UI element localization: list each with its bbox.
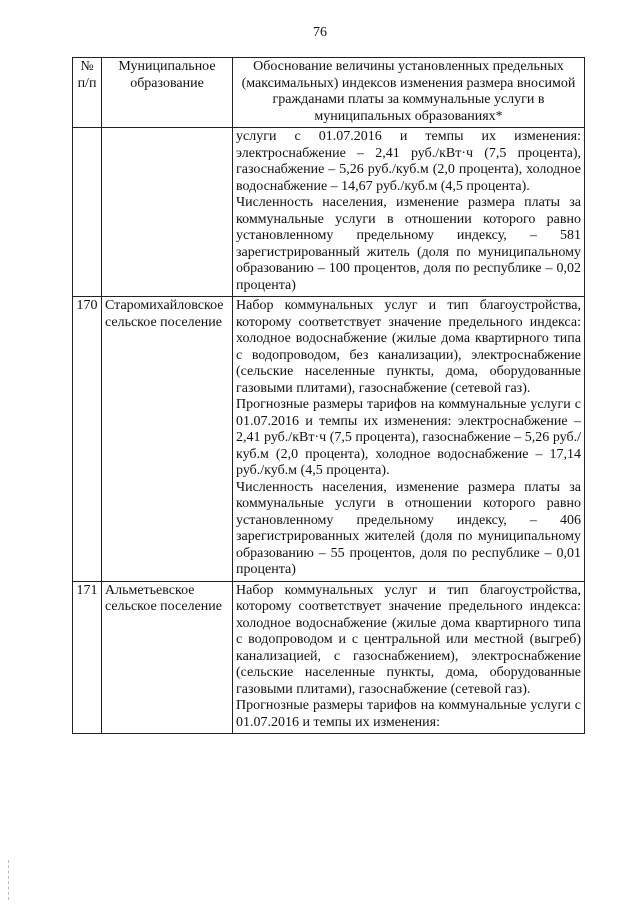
justification-paragraph: услуги с 01.07.2016 и темпы их изменения: электроснабжение – 2,41 руб./кВт·ч (7,5 процента), газоснабжение – 5,26 руб./куб.м (2,0 процента), холодное водоснабжение – 14,67 руб./куб.м (4,5 процента).: [236, 129, 581, 194]
header-municipality: Муниципальное образование: [102, 58, 233, 128]
row-municipality: Старомихайловское сельское поселение: [102, 297, 233, 582]
tariff-justification-table: [72, 57, 585, 734]
header-justification: Обоснование величины установленных предельных (максимальных) индексов изменения размера вносимой гражданами платы за коммунальные услуги в муниципальных образованиях*: [233, 58, 585, 128]
table-header-row: [73, 58, 585, 128]
justification-paragraph: Численность населения, изменение размера платы за коммунальные услуги в отношении которого равно установленному предельному индексу, – 406 зарегистрированных жителей (доля по муниципальному образованию – 55 процентов, доля по республике – 0,01 процента): [236, 479, 581, 577]
row-municipality: [102, 128, 233, 297]
row-justification: [233, 581, 585, 734]
row-municipality: Альметьевское сельское поселение: [102, 581, 233, 734]
header-number: № п/п: [73, 58, 102, 128]
scan-margin-mark: [8, 860, 11, 900]
justification-paragraph: Прогнозные размеры тарифов на коммунальные услуги с 01.07.2016 и темпы их изменения:: [236, 698, 581, 730]
table-row: [73, 297, 585, 582]
row-justification: [233, 128, 585, 297]
page-number: 76: [313, 25, 327, 40]
table-row: [73, 128, 585, 297]
justification-paragraph: Набор коммунальных услуг и тип благоустройства, которому соответствует значение предельного индекса: холодное водоснабжение (жилые дома квартирного типа с водопроводом, без канализации), электроснабжение (сельские населенные пункты, дома, оборудованные газовыми плитами), газоснабжение (сетевой газ).: [236, 298, 581, 396]
row-number: 171: [73, 581, 102, 734]
row-number: 170: [73, 297, 102, 582]
table-row: [73, 581, 585, 734]
justification-paragraph: Численность населения, изменение размера платы за коммунальные услуги в отношении которого равно установленному предельному индексу, – 581 зарегистрированный житель (доля по муниципальному образованию – 100 процентов, доля по республике – 0,02 процента): [236, 195, 581, 293]
justification-paragraph: Набор коммунальных услуг и тип благоустройства, которому соответствует значение предельного индекса: холодное водоснабжение (жилые дома квартирного типа с водопроводом и с центральной или местной (выгреб) канализацией, с газоснабжением), электроснабжение (сельские населенные пункты, дома, оборудованные газовыми плитами), газоснабжение (сетевой газ).: [236, 582, 581, 697]
row-justification: [233, 297, 585, 582]
row-number: [73, 128, 102, 297]
justification-paragraph: Прогнозные размеры тарифов на коммунальные услуги с 01.07.2016 и темпы их изменения: электроснабжение – 2,41 руб./кВт·ч (7,5 процента), газоснабжение – 5,26 руб./куб.м (2,0 процента), холодное водоснабжение – 17,14 руб./куб.м (4,5 процента).: [236, 397, 581, 478]
